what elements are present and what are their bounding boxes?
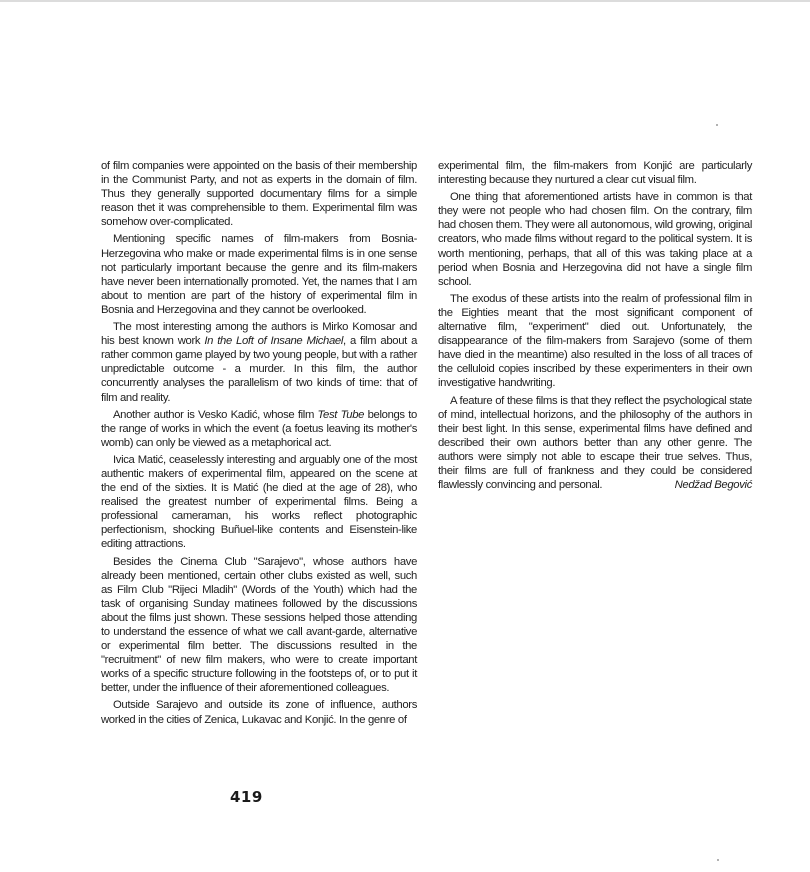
film-title: Test Tube <box>317 408 365 421</box>
paragraph: One thing that aforementioned artists have in common is that they were not people who had chosen film. On the contrary, film had chosen them. They were all autonomous, wild growing, original creators, who made films without regard to the political system. It is worth mentioning, perhaps, that all of this was taking place at a period when Bosnia and Herzegovina did not have a single film school. <box>438 191 752 288</box>
paragraph: Ivica Matić, ceaselessly interesting and arguably one of the most authentic makers of experimental film, appeared on the scene at the end of the sixties. It is Matić (he died at the age of 28), who realised the greatest number of experimental films. Being a professional cameraman, his works reflect photographic perfectionism, shocking Buñuel-like contents and Eisenstein-like editing attractions. <box>101 453 417 551</box>
paragraph: experimental film, the film-makers from Konjić are particularly interesting because they nurtured a clear cut visual film. <box>438 160 752 187</box>
paragraph <box>101 408 417 450</box>
paragraph <box>438 394 752 493</box>
text-column-right <box>438 159 752 495</box>
paragraph-text: belongs to the range of works in which the event (a foetus leaving its mother's womb) can only be viewed as a metaphorical act. <box>101 408 417 449</box>
paragraph-text: A feature of these films is that they reflect the psychological state of mind, intellectual horizons, and the philosophy of the authors in their best light. In this sense, experimental films have defined and described their own authors better than any other genre. The authors were simply not able to escape their true selves. Thus, their films are full of frankness and they could be considered flawlessly convincing and personal. <box>438 394 752 492</box>
text-column-left <box>101 159 417 730</box>
author-signature: Nedžad Begović <box>674 479 752 492</box>
paragraph-text: Another author is Vesko Kadić, whose film <box>113 408 318 421</box>
film-title: In the Loft of Insane Michael <box>204 335 344 348</box>
paragraph: Outside Sarajevo and outside its zone of influence, authors worked in the cities of Zenica, Lukavac and Konjić. In the genre of <box>101 699 417 726</box>
page-top-edge <box>0 0 810 2</box>
paragraph-text: The most interesting among the authors is Mirko Komosar and his best known work <box>101 321 417 348</box>
paragraph: Mentioning specific names of film-makers from Bosnia-Herzegovina who make or made experimental films is in one sense not particularly important because the genre and its film-makers have never been internationally promoted. Yet, the names that I am about to mention are part of the history of experimental film in Bosnia and Herzegovina and they cannot be overlooked. <box>101 233 417 316</box>
paragraph: Besides the Cinema Club "Sarajevo", whose authors have already been mentioned, certain other clubs existed as well, such as Film Club "Rijeci Mladih" (Words of the Youth) which had the task of organising Sunday matinees followed by the discussions about the films just shown. These sessions helped those attending to understand the essence of what we call avant-garde, alternative or experimental film better. The discussions resulted in the "recruitment" of new film makers, who were to create important works of a specific structure following in the footsteps of, or to put it better, under the influence of their aforementioned colleagues. <box>101 555 417 695</box>
paragraph: The exodus of these artists into the realm of professional film in the Eighties meant that the most significant component of alternative film, "experiment" died out. Unfortunately, the disappearance of the film-makers from Sarajevo (some of them have died in the meantime) also resulted in the loss of all traces of the celluloid copies inscribed by these experimenters in their own investigative handwriting. <box>438 292 752 390</box>
scan-speck <box>717 859 719 861</box>
paragraph-text: , a film about a rather common game played by two young people, but with a rather unpredictable outcome - a murder. In this film, the author concurrently analyses the parallelism of two kinds of time: that of film and reality. <box>101 335 418 404</box>
page-number: 419 <box>230 788 263 806</box>
paragraph <box>101 320 417 405</box>
paragraph: of film companies were appointed on the basis of their membership in the Communist Party, and not as experts in the domain of film. Thus they generally supported documentary films for a simple reason thet it was comprehensible to them. Experimental film was somehow over-complicated. <box>101 160 417 229</box>
scan-speck <box>716 124 718 126</box>
